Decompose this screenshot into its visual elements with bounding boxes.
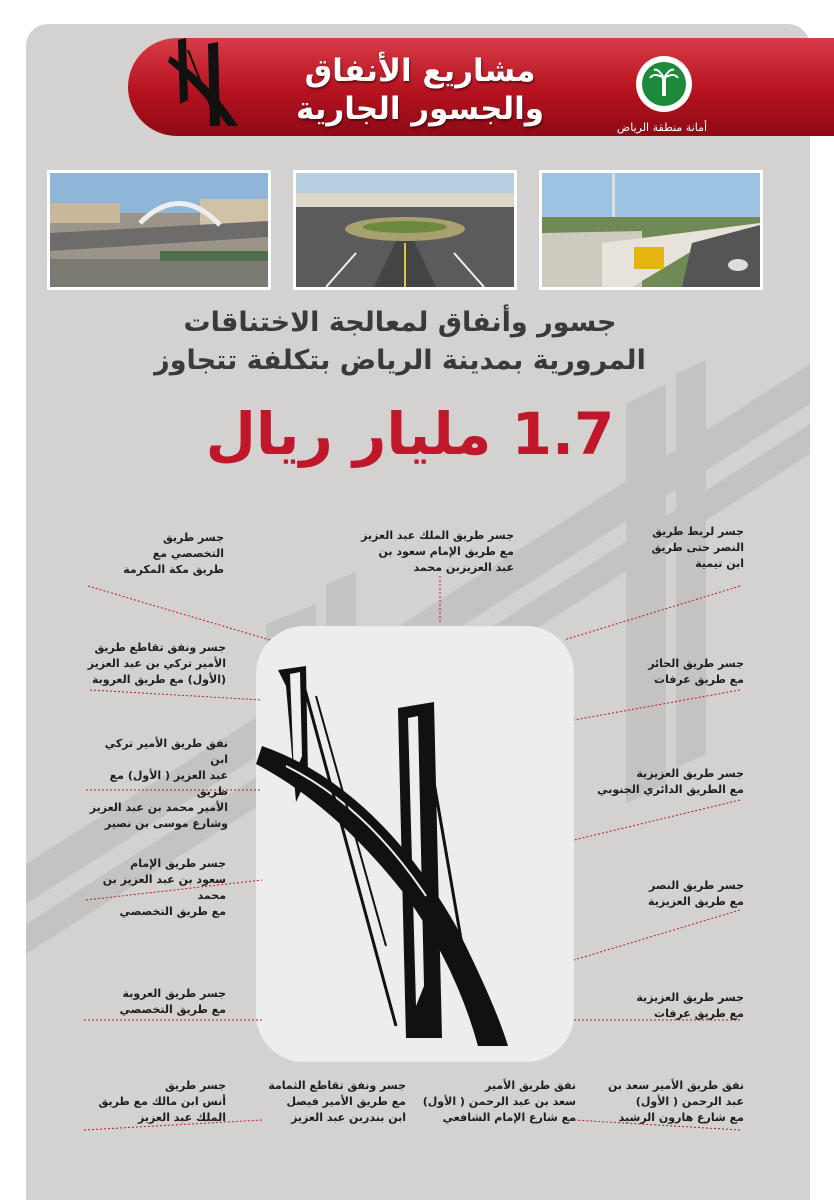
project-label: جسر طريق الحائر مع طريق عرفات (648, 657, 744, 686)
title-line-2: والجسور الجارية (295, 91, 545, 127)
project-label: جسر طريق العزيزية مع الطريق الدائري الجنوبي (597, 767, 744, 796)
project-label: جسر طريق العروبة مع طريق التخصصي (119, 987, 226, 1016)
palm-icon (646, 66, 682, 102)
total-cost: 1.7 مليار ريال (205, 400, 615, 468)
project-label: جسر ونفق تقاطع طريق الأمير تركي بن عبد العزيز (الأول) مع طريق العروبة (87, 641, 226, 686)
riyadh-emblem-icon (636, 56, 692, 112)
title-line-1: مشاريع الأنفاق (304, 53, 536, 89)
project-label: نفق طريق الأمير سعد بن عبد الرحمن ( الأول) مع شارع الإمام الشافعي (422, 1079, 576, 1124)
project-label: جسر طريق التخصصي مع طريق مكة المكرمة (123, 531, 224, 576)
headline-line-2: المرورية بمدينة الرياض بتكلفة تتجاوز (154, 345, 646, 376)
headline (140, 304, 660, 380)
project-label: جسر لربط طريق النصر حتى طريق ابن تيمية (651, 525, 744, 570)
project-label: جسر طريق الملك عبد العزيز مع طريق الإمام سعود بن عبد العزيزبن محمد (361, 529, 514, 574)
arch-bridge-photo (47, 170, 271, 290)
project-label: نفق طريق الأمير تركي ابن عبد العزيز ( الأول) مع طريق الأمير محمد بن عبد العزيز وشارع موسى بن نصير (89, 737, 228, 830)
bridge-illustration-panel (256, 626, 574, 1062)
project-label: جسر طريق النصر مع طريق العزيزية (648, 879, 744, 908)
project-label: جسر طريق أنس ابن مالك مع طريق الملك عبد العزيز (98, 1079, 226, 1124)
page-title (280, 52, 560, 128)
project-label: نفق طريق الأمير سعد بن عبد الرحمن ( الأول) مع شارع هارون الرشيد (607, 1079, 744, 1124)
interchange-photo (293, 170, 517, 290)
project-label: جسر طريق العزيزية مع طريق عرفات (636, 991, 744, 1020)
authority-name: أمانة منطقة الرياض (616, 121, 708, 134)
project-label: جسر طريق الإمام سعود بن عبد العزيز بن محمد مع طريق التخصصي (102, 857, 226, 918)
bridge-logo-icon (168, 30, 244, 130)
tunnel-photo (539, 170, 763, 290)
headline-line-1: جسور وأنفاق لمعالجة الاختناقات (183, 307, 617, 338)
emblem-inner (642, 62, 686, 106)
project-label: جسر ونفق تقاطع الثمامة مع طريق الأمير فيصل ابن بندربن عبد العزيز (268, 1079, 406, 1124)
bridge-illustration-icon (256, 626, 574, 1062)
